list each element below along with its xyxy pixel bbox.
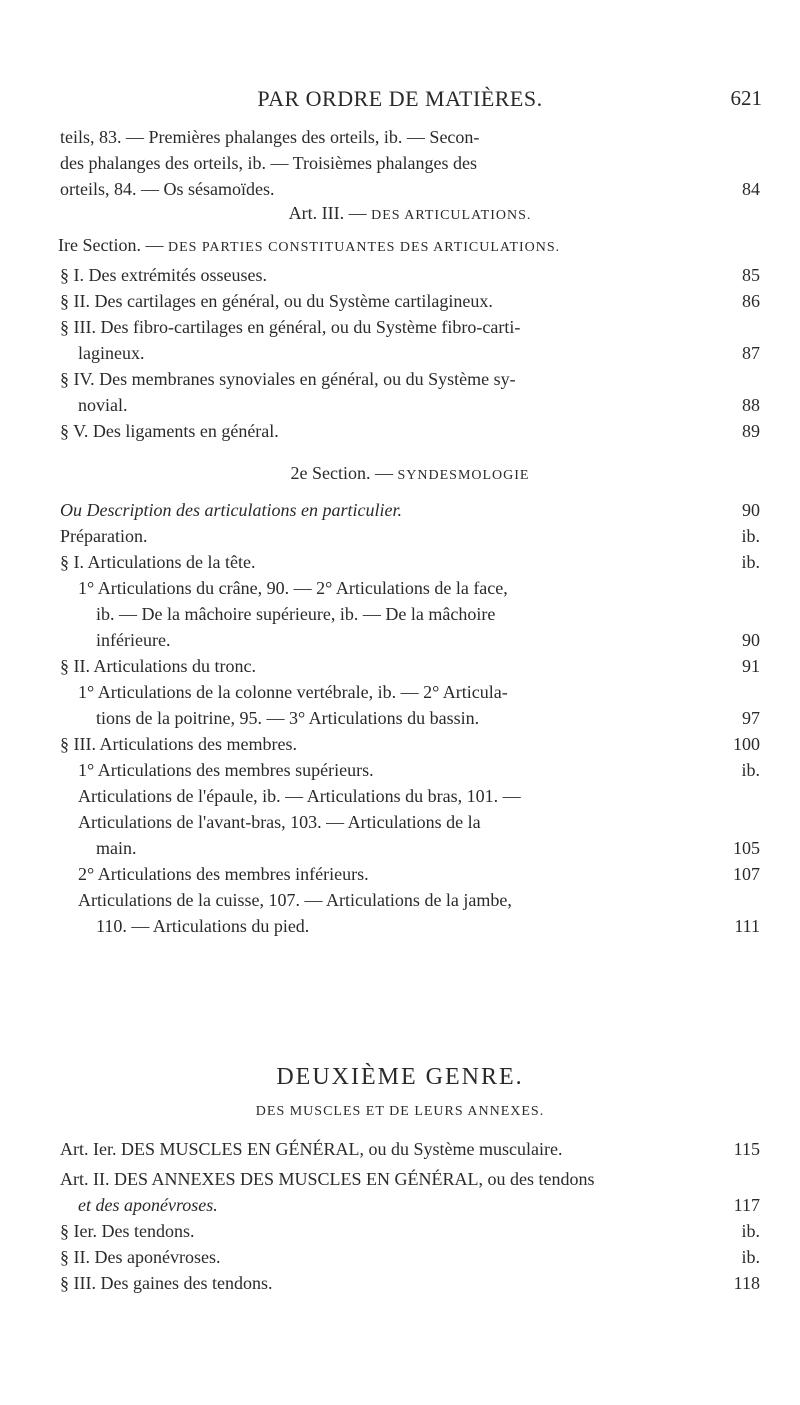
intro-line <box>60 176 760 202</box>
toc-entry: Articulations de l'avant-bras, 103. — Articulations de la <box>78 812 481 832</box>
intro-line: des phalanges des orteils, ib. — Troisièmes phalanges des <box>60 153 477 173</box>
toc-entry: Articulations de la cuisse, 107. — Articulations de la jambe, <box>78 890 512 910</box>
toc-entry: Art. Ier. DES MUSCLES EN GÉNÉRAL, ou du Système musculaire. 115 <box>60 1139 760 1159</box>
intro-line-text: orteils, 84. — Os sésamoïdes. <box>60 179 275 199</box>
section-heading <box>58 232 768 258</box>
toc-entry: novial. 88 <box>78 395 760 415</box>
section-1-list <box>60 262 760 444</box>
toc-entry: § V. Des ligaments en général. 89 <box>60 421 760 441</box>
article-heading <box>60 200 760 226</box>
toc-entry: et des aponévroses. 117 <box>78 1195 760 1215</box>
toc-entry: inférieure. 90 <box>96 630 760 650</box>
section-label: 2e Section. — <box>290 463 393 483</box>
intro-line: teils, 83. — Premières phalanges des orteils, ib. — Secon- <box>60 127 480 147</box>
section-title: SYNDESMOLOGIE <box>397 468 530 483</box>
toc-entry: § III. Articulations des membres. 100 <box>60 734 760 754</box>
toc-entry: ib. — De la mâchoire supérieure, ib. — De la mâchoire <box>96 604 496 624</box>
toc-entry: § II. Des cartilages en général, ou du Système cartilagineux. 86 <box>60 291 760 311</box>
toc-entry: 1° Articulations des membres supérieurs. ib. <box>78 760 760 780</box>
section-2-list <box>60 497 760 939</box>
toc-entry: Articulations de l'épaule, ib. — Articulations du bras, 101. — <box>78 786 521 806</box>
article-title: DES ARTICULATIONS. <box>371 208 532 223</box>
toc-entry: § I. Articulations de la tête. ib. <box>60 552 760 572</box>
toc-entry: § III. Des gaines des tendons. 118 <box>60 1273 760 1293</box>
toc-entry: § IV. Des membranes synoviales en général, ou du Système sy- <box>60 369 516 389</box>
genre-title: DEUXIÈME GENRE. <box>276 1064 524 1090</box>
page-ref: 84 <box>742 179 760 199</box>
toc-entry: 1° Articulations de la colonne vertébrale, ib. — 2° Articula- <box>78 682 508 702</box>
genre-subtitle: DES MUSCLES ET DE LEURS ANNEXES. <box>255 1104 545 1119</box>
toc-entry: § III. Des fibro-cartilages en général, ou du Système fibro-carti- <box>60 317 521 337</box>
toc-entry: tions de la poitrine, 95. — 3° Articulations du bassin. 97 <box>96 708 760 728</box>
toc-entry: Préparation. ib. <box>60 526 760 546</box>
toc-entry: § II. Des aponévroses. ib. <box>60 1247 760 1267</box>
header-title: PAR ORDRE DE MATIÈRES. <box>257 86 543 111</box>
toc-entry: § II. Articulations du tronc. 91 <box>60 656 760 676</box>
toc-entry: 110. — Articulations du pied. 111 <box>96 916 760 936</box>
running-header <box>0 86 800 118</box>
page-number: 621 <box>730 86 762 110</box>
toc-entry: Ou Description des articulations en particulier. 90 <box>60 500 760 520</box>
section-heading <box>60 460 760 486</box>
toc-entry: 2° Articulations des membres inférieurs. 107 <box>78 864 760 884</box>
section-label: Ire Section. — <box>58 235 164 255</box>
toc-entry: 1° Articulations du crâne, 90. — 2° Articulations de la face, <box>78 578 508 598</box>
section-title: DES PARTIES CONSTITUANTES DES ARTICULATIONS. <box>167 240 561 255</box>
toc-entry: § Ier. Des tendons. ib. <box>60 1221 760 1241</box>
genre-list <box>60 1136 760 1296</box>
article-label: Art. III. — <box>288 203 367 223</box>
toc-entry: Art. II. DES ANNEXES DES MUSCLES EN GÉNÉRAL, ou des tendons <box>60 1169 595 1189</box>
intro-block <box>60 124 760 202</box>
toc-entry: § I. Des extrémités osseuses. 85 <box>60 265 760 285</box>
toc-entry: main. 105 <box>96 838 760 858</box>
toc-entry: lagineux. 87 <box>78 343 760 363</box>
